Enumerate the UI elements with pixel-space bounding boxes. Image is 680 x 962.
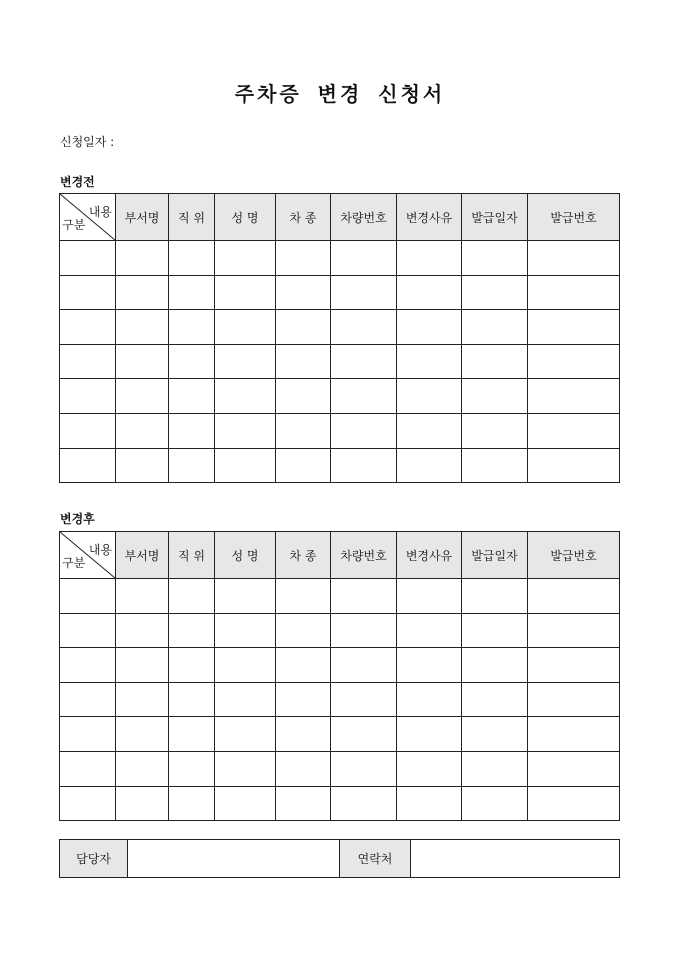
table-cell[interactable] <box>276 717 331 752</box>
table-cell[interactable] <box>528 448 620 483</box>
page-title: 주차증 변경 신청서 <box>234 82 446 106</box>
table-cell[interactable] <box>60 786 116 821</box>
table-cell[interactable] <box>331 579 397 614</box>
table-cell[interactable] <box>462 241 528 276</box>
table-cell[interactable] <box>331 751 397 786</box>
table-cell[interactable] <box>462 448 528 483</box>
table-cell[interactable] <box>60 241 116 276</box>
table-cell[interactable] <box>276 241 331 276</box>
column-header: 부서명 <box>116 194 169 241</box>
table-cell[interactable] <box>528 241 620 276</box>
table-cell[interactable] <box>528 413 620 448</box>
table-row <box>60 241 620 276</box>
column-header: 발급번호 <box>528 532 620 579</box>
table-cell[interactable] <box>60 413 116 448</box>
table-cell[interactable] <box>60 648 116 683</box>
table-cell[interactable] <box>397 241 462 276</box>
table-row <box>60 379 620 414</box>
column-header: 부서명 <box>116 532 169 579</box>
table-cell[interactable] <box>276 379 331 414</box>
table-cell[interactable] <box>462 579 528 614</box>
column-header: 변경사유 <box>397 194 462 241</box>
table-cell[interactable] <box>169 275 215 310</box>
table-cell[interactable] <box>169 717 215 752</box>
table-cell[interactable] <box>60 682 116 717</box>
column-header: 차 종 <box>276 194 331 241</box>
contact-table <box>59 839 620 878</box>
table-cell[interactable] <box>331 379 397 414</box>
table-row <box>60 786 620 821</box>
header-category-label: 구분 <box>62 218 86 232</box>
column-header: 발급번호 <box>528 194 620 241</box>
table-cell[interactable] <box>462 717 528 752</box>
application-date-label: 신청일자 : <box>60 135 115 149</box>
table-cell[interactable] <box>60 448 116 483</box>
table-cell[interactable] <box>462 413 528 448</box>
table-cell[interactable] <box>462 379 528 414</box>
table-cell[interactable] <box>276 448 331 483</box>
manager-label: 담당자 <box>60 840 128 878</box>
table-cell[interactable] <box>276 751 331 786</box>
table-row <box>60 751 620 786</box>
table-cell[interactable] <box>528 310 620 345</box>
column-header: 차량번호 <box>331 532 397 579</box>
table-cell[interactable] <box>397 682 462 717</box>
table-cell[interactable] <box>169 786 215 821</box>
table-cell[interactable] <box>60 579 116 614</box>
table-cell[interactable] <box>397 786 462 821</box>
column-header: 발급일자 <box>462 532 528 579</box>
header-content-label: 내용 <box>88 205 112 219</box>
table-header-row <box>60 532 620 579</box>
table-cell[interactable] <box>397 275 462 310</box>
table-cell[interactable] <box>116 275 169 310</box>
table-before-change <box>59 193 620 483</box>
table-header-row <box>60 194 620 241</box>
table-cell[interactable] <box>397 579 462 614</box>
table-cell[interactable] <box>215 751 276 786</box>
table-cell[interactable] <box>60 751 116 786</box>
table-cell[interactable] <box>397 648 462 683</box>
table-cell[interactable] <box>462 682 528 717</box>
table-cell[interactable] <box>397 310 462 345</box>
table-cell[interactable] <box>169 448 215 483</box>
table-cell[interactable] <box>462 344 528 379</box>
column-header: 직 위 <box>169 532 215 579</box>
table-cell[interactable] <box>215 379 276 414</box>
table-cell[interactable] <box>169 613 215 648</box>
table-cell[interactable] <box>116 344 169 379</box>
table-cell[interactable] <box>528 379 620 414</box>
table-row <box>60 717 620 752</box>
table-cell[interactable] <box>276 344 331 379</box>
table-cell[interactable] <box>397 751 462 786</box>
table-cell[interactable] <box>276 413 331 448</box>
manager-field[interactable] <box>128 840 340 878</box>
table-cell[interactable] <box>462 751 528 786</box>
table-cell[interactable] <box>169 579 215 614</box>
table-cell[interactable] <box>215 786 276 821</box>
table-cell[interactable] <box>116 613 169 648</box>
table-cell[interactable] <box>528 786 620 821</box>
table-cell[interactable] <box>60 344 116 379</box>
header-content-label: 내용 <box>88 543 112 557</box>
table-cell[interactable] <box>331 310 397 345</box>
table-cell[interactable] <box>528 613 620 648</box>
table-cell[interactable] <box>528 275 620 310</box>
table-row <box>60 413 620 448</box>
table-cell[interactable] <box>331 448 397 483</box>
table-cell[interactable] <box>215 579 276 614</box>
table-cell[interactable] <box>169 648 215 683</box>
table-cell[interactable] <box>331 648 397 683</box>
table-cell[interactable] <box>116 310 169 345</box>
table-cell[interactable] <box>60 310 116 345</box>
table-cell[interactable] <box>462 613 528 648</box>
table-cell[interactable] <box>169 344 215 379</box>
column-header: 성 명 <box>215 532 276 579</box>
table-cell[interactable] <box>169 310 215 345</box>
table-cell[interactable] <box>60 379 116 414</box>
column-header: 변경사유 <box>397 532 462 579</box>
column-header: 직 위 <box>169 194 215 241</box>
table-cell[interactable] <box>60 275 116 310</box>
table-row <box>60 579 620 614</box>
table-cell[interactable] <box>116 786 169 821</box>
table-row <box>60 275 620 310</box>
table-cell[interactable] <box>397 413 462 448</box>
table-body <box>60 241 620 483</box>
table-cell[interactable] <box>331 344 397 379</box>
table-cell[interactable] <box>528 717 620 752</box>
table-cell[interactable] <box>215 241 276 276</box>
table-cell[interactable] <box>331 717 397 752</box>
table-cell[interactable] <box>462 310 528 345</box>
table-cell[interactable] <box>331 275 397 310</box>
table-cell[interactable] <box>528 579 620 614</box>
column-header: 발급일자 <box>462 194 528 241</box>
table-cell[interactable] <box>397 379 462 414</box>
table-cell[interactable] <box>276 682 331 717</box>
table-cell[interactable] <box>116 579 169 614</box>
table-cell[interactable] <box>215 275 276 310</box>
column-header: 성 명 <box>215 194 276 241</box>
table-cell[interactable] <box>215 310 276 345</box>
table-cell[interactable] <box>169 751 215 786</box>
table-cell[interactable] <box>116 448 169 483</box>
table-cell[interactable] <box>397 717 462 752</box>
table-cell[interactable] <box>528 344 620 379</box>
table-cell[interactable] <box>116 241 169 276</box>
table-row <box>60 648 620 683</box>
table-cell[interactable] <box>397 344 462 379</box>
diagonal-header-cell <box>60 532 116 579</box>
section-label-after: 변경후 <box>60 512 95 526</box>
section-label-before: 변경전 <box>60 175 95 189</box>
table-cell[interactable] <box>116 648 169 683</box>
table-cell[interactable] <box>528 682 620 717</box>
table-after-change <box>59 531 620 821</box>
table-cell[interactable] <box>215 717 276 752</box>
table-cell[interactable] <box>331 682 397 717</box>
contact-label: 연락처 <box>340 840 411 878</box>
table-cell[interactable] <box>397 613 462 648</box>
table-cell[interactable] <box>276 613 331 648</box>
table-row <box>60 310 620 345</box>
table-cell[interactable] <box>462 786 528 821</box>
table-row <box>60 448 620 483</box>
table-row <box>60 344 620 379</box>
table-cell[interactable] <box>331 613 397 648</box>
table-cell[interactable] <box>331 241 397 276</box>
table-cell[interactable] <box>528 751 620 786</box>
table-cell[interactable] <box>60 613 116 648</box>
header-category-label: 구분 <box>62 556 86 570</box>
column-header: 차량번호 <box>331 194 397 241</box>
table-cell[interactable] <box>169 413 215 448</box>
table-cell[interactable] <box>169 379 215 414</box>
table-cell[interactable] <box>215 648 276 683</box>
table-cell[interactable] <box>116 751 169 786</box>
table-cell[interactable] <box>116 717 169 752</box>
table-cell[interactable] <box>276 310 331 345</box>
table-cell[interactable] <box>462 648 528 683</box>
table-row <box>60 613 620 648</box>
diagonal-header-cell <box>60 194 116 241</box>
table-cell[interactable] <box>169 241 215 276</box>
table-body <box>60 579 620 821</box>
table-cell[interactable] <box>331 786 397 821</box>
table-cell[interactable] <box>116 682 169 717</box>
table-cell[interactable] <box>215 448 276 483</box>
table-cell[interactable] <box>397 448 462 483</box>
contact-field[interactable] <box>411 840 620 878</box>
table-cell[interactable] <box>215 413 276 448</box>
table-cell[interactable] <box>276 786 331 821</box>
table-row <box>60 682 620 717</box>
table-cell[interactable] <box>331 413 397 448</box>
table-cell[interactable] <box>276 648 331 683</box>
table-cell[interactable] <box>528 648 620 683</box>
column-header: 차 종 <box>276 532 331 579</box>
table-cell[interactable] <box>116 413 169 448</box>
table-cell[interactable] <box>116 379 169 414</box>
table-cell[interactable] <box>60 717 116 752</box>
table-cell[interactable] <box>215 682 276 717</box>
table-cell[interactable] <box>169 682 215 717</box>
table-cell[interactable] <box>276 579 331 614</box>
table-cell[interactable] <box>462 275 528 310</box>
table-cell[interactable] <box>215 613 276 648</box>
table-cell[interactable] <box>276 275 331 310</box>
table-cell[interactable] <box>215 344 276 379</box>
